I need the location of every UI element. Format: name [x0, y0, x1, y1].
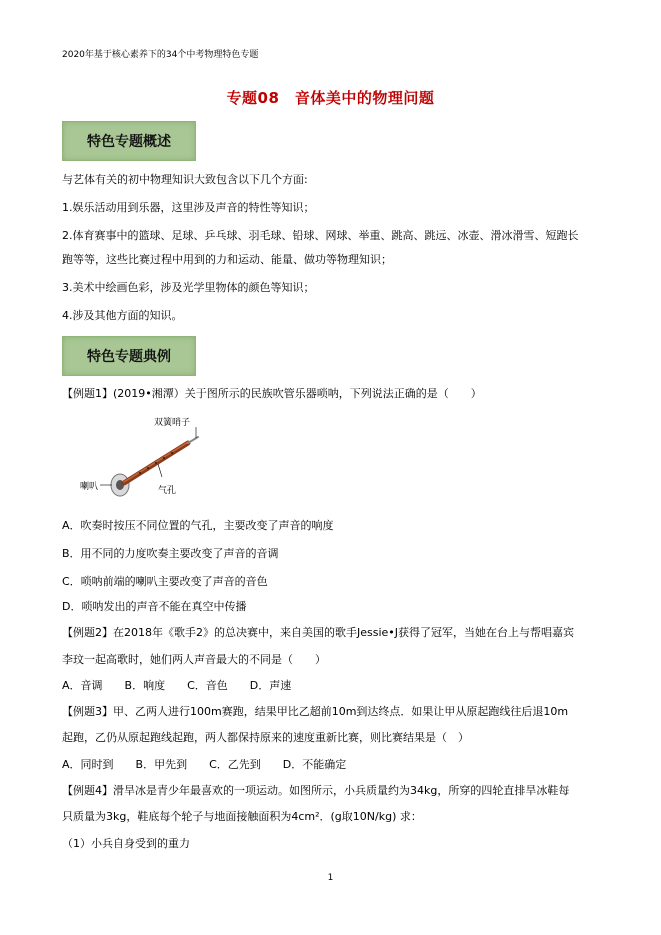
example2-line: 李玟一起高歌时，她们两人声音最大的不同是（ ）: [62, 653, 326, 666]
example2-line: 【例题2】在2018年《歌手2》的总决赛中，来自美国的歌手Jessie•J获得了冠军，当她在台上与帮唱嘉宾: [62, 626, 575, 639]
overview-line: 与艺体有关的初中物理知识大致包含以下几个方面:: [62, 173, 308, 186]
example3-options: A．同时到 B．甲先到 C．乙先到 D．不能确定: [62, 758, 347, 771]
overview-line: 2.体育赛事中的篮球、足球、乒乓球、羽毛球、铅球、网球、举重、跳高、跳远、冰壶、滑冰滑雪、短跑长: [62, 229, 579, 242]
section-banner-overview: 特色专题概述: [62, 121, 196, 161]
example1-option-c: C．唢呐前端的喇叭主要改变了声音的音色: [62, 575, 268, 588]
example4-line: （1）小兵自身受到的重力: [62, 837, 190, 850]
page-number: 1: [327, 873, 334, 883]
overview-line: 1.娱乐活动用到乐器，这里涉及声音的特性等知识；: [62, 201, 315, 214]
overview-line: 4.涉及其他方面的知识。: [62, 309, 183, 322]
example1-option-b: B．用不同的力度吹奏主要改变了声音的音调: [62, 547, 279, 560]
example1-option-d: D．唢呐发出的声音不能在真空中传播: [62, 600, 247, 613]
figure-label-hole: 气孔: [158, 486, 177, 496]
example3-line: 起跑，乙仍从原起跑线起跑，两人都保持原来的速度重新比赛，则比赛结果是（ ）: [62, 731, 469, 744]
overview-line: 跑等等，这些比赛过程中用到的力和运动、能量、做功等物理知识；: [62, 253, 392, 266]
figure-label-horn: 喇叭: [80, 482, 99, 492]
overview-line: 3.美术中绘画色彩，涉及光学里物体的颜色等知识；: [62, 281, 315, 294]
example1-question: 【例题1】(2019•湘潭）关于图所示的民族吹管乐器唢呐，下列说法正确的是（ ）: [62, 387, 482, 400]
example1-option-a: A．吹奏时按压不同位置的气孔，主要改变了声音的响度: [62, 519, 334, 532]
suona-figure: [78, 413, 228, 505]
page-title: 专题08 音体美中的物理问题: [226, 89, 435, 107]
section-banner-examples: 特色专题典例: [62, 336, 196, 376]
figure-label-reed: 双簧哨子: [154, 418, 191, 428]
example2-options: A．音调 B．响度 C．音色 D．声速: [62, 679, 292, 692]
page-header: 2020年基于核心素养下的34个中考物理特色专题: [62, 50, 259, 60]
example3-line: 【例题3】甲、乙两人进行100m赛跑，结果甲比乙超前10m到达终点．如果让甲从原起跑线往后退10m: [62, 705, 569, 718]
example4-line: 只质量为3kg，鞋底每个轮子与地面接触面积为4cm²．(g取10N/kg) 求：: [62, 810, 422, 823]
example4-line: 【例题4】滑旱冰是青少年最喜欢的一项运动。如图所示，小兵质量约为34kg，所穿的四轮直排旱冰鞋每: [62, 784, 570, 797]
suona-illustration: [78, 413, 228, 505]
